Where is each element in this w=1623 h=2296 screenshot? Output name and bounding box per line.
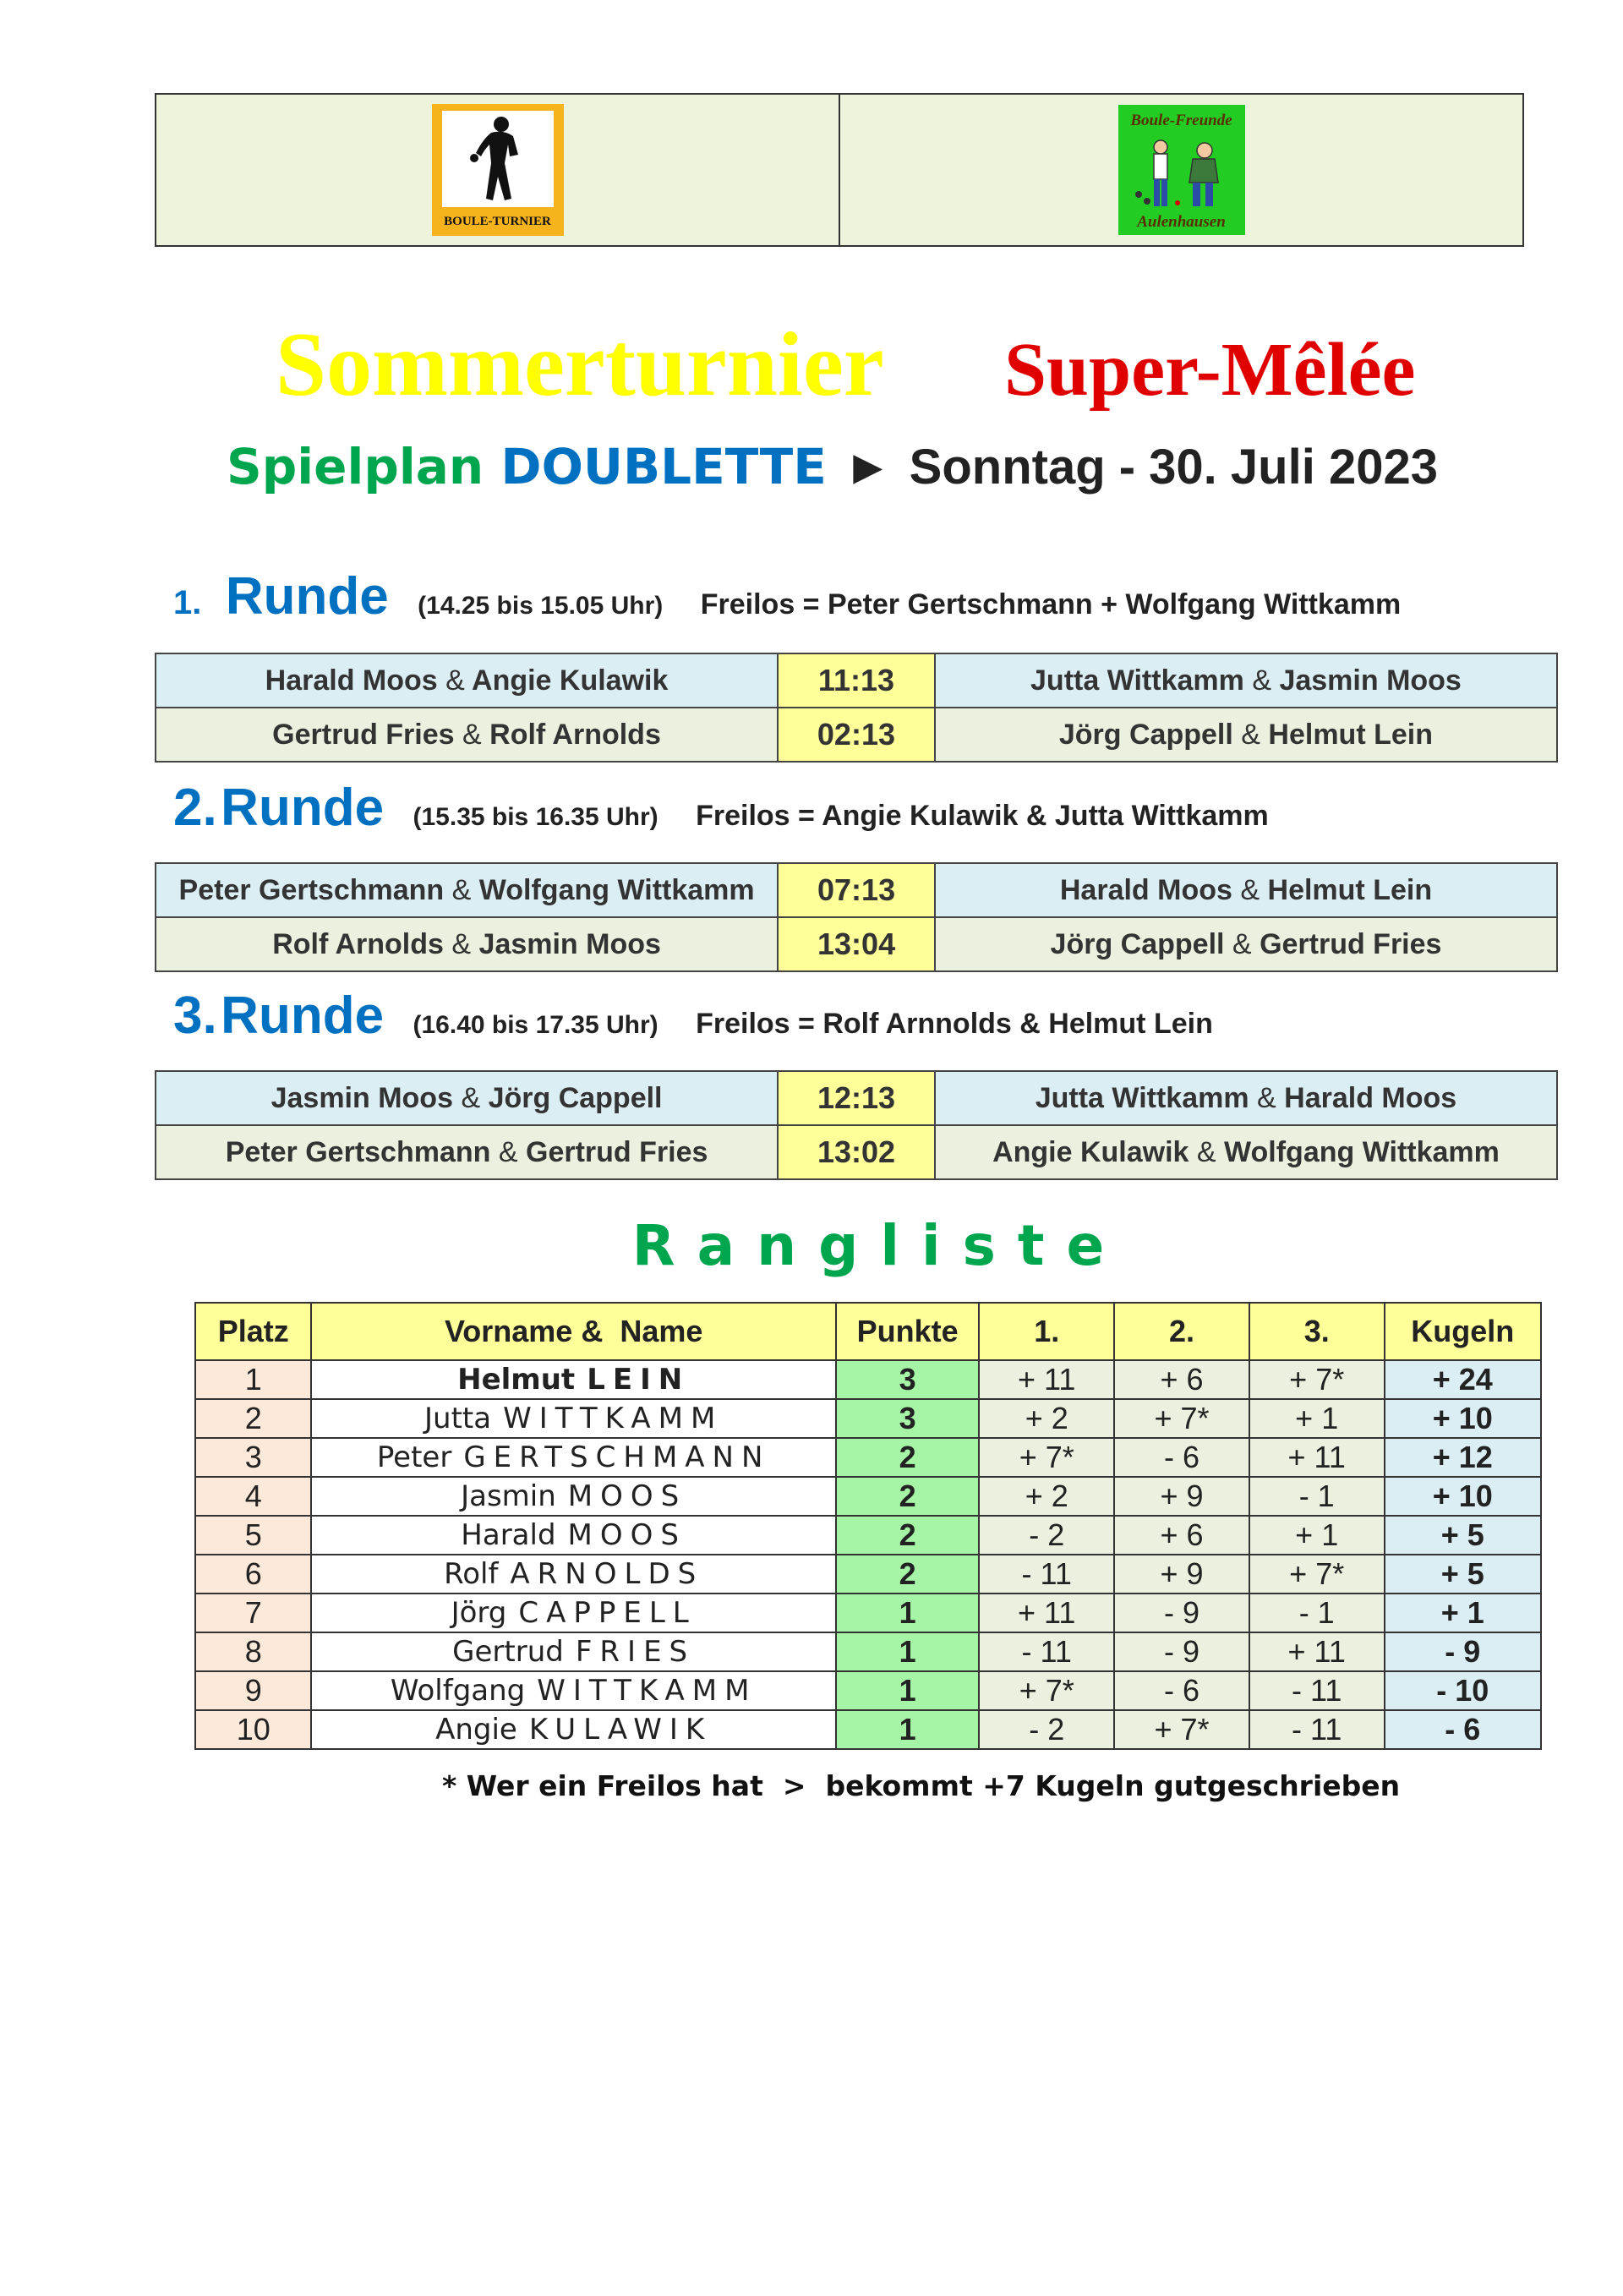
ranking-row <box>195 1555 1541 1594</box>
header-round-1: 1. <box>979 1303 1114 1360</box>
header-name: Vorname & Name <box>311 1303 835 1360</box>
round-2-cell: + 7* <box>1114 1399 1249 1438</box>
platz-cell: 7 <box>195 1594 311 1632</box>
kugeln-cell: - 9 <box>1385 1632 1541 1671</box>
logo-caption: BOULE-TURNIER <box>444 215 551 228</box>
punkte-cell: 2 <box>836 1555 980 1594</box>
platz-cell: 8 <box>195 1632 311 1671</box>
punkte-cell: 1 <box>836 1671 980 1710</box>
round-3-cell: - 11 <box>1249 1671 1385 1710</box>
logo-header <box>155 93 1524 247</box>
subtitle-spielplan: Spielplan <box>227 438 484 495</box>
round-1-cell: - 2 <box>979 1516 1114 1555</box>
platz-cell: 2 <box>195 1399 311 1438</box>
round-time: (16.40 bis 17.35 Uhr) <box>413 1011 658 1039</box>
punkte-cell: 1 <box>836 1710 980 1749</box>
round-3-matches <box>155 1070 1558 1180</box>
round-2-cell: + 7* <box>1114 1710 1249 1749</box>
round-2-cell: + 6 <box>1114 1360 1249 1399</box>
round-3-cell: + 1 <box>1249 1516 1385 1555</box>
player-name-cell <box>311 1516 835 1555</box>
team-right: Jutta Wittkamm & Harald Moos <box>935 1071 1557 1125</box>
team-right: Jutta Wittkamm & Jasmin Moos <box>935 653 1557 708</box>
round-2-cell: + 9 <box>1114 1477 1249 1516</box>
title-super-melee: Super-Mêlée <box>1004 328 1416 412</box>
player-name-cell <box>311 1360 835 1399</box>
round-1-cell: + 2 <box>979 1477 1114 1516</box>
round-1-cell: - 2 <box>979 1710 1114 1749</box>
round-1-matches <box>155 653 1558 763</box>
round-2-cell: + 9 <box>1114 1555 1249 1594</box>
platz-cell: 4 <box>195 1477 311 1516</box>
first-name: Harald <box>461 1518 556 1552</box>
logo-cell-right <box>839 94 1523 246</box>
round-2-cell: - 9 <box>1114 1594 1249 1632</box>
round-number: 2. <box>173 779 217 837</box>
boule-turnier-logo <box>432 104 564 236</box>
team-left: Peter Gertschmann & Wolfgang Wittkamm <box>156 863 778 917</box>
round-freilos: Freilos = Rolf Arnnolds & Helmut Lein <box>696 1008 1213 1040</box>
team-left: Gertrud Fries & Rolf Arnolds <box>156 708 778 762</box>
round-3-cell: + 7* <box>1249 1360 1385 1399</box>
first-name: Rolf <box>444 1557 499 1591</box>
round-freilos: Freilos = Peter Gertschmann + Wolfgang Wittkamm <box>700 588 1402 620</box>
kugeln-cell: + 24 <box>1385 1360 1541 1399</box>
round-number: 3. <box>173 987 217 1045</box>
team-left: Harald Moos & Angie Kulawik <box>156 653 778 708</box>
kugeln-cell: + 10 <box>1385 1399 1541 1438</box>
first-name: Gertrud <box>452 1635 564 1669</box>
round-freilos: Freilos = Angie Kulawik & Jutta Wittkamm <box>696 800 1269 832</box>
header-platz: Platz <box>195 1303 311 1360</box>
team-right: Jörg Cappell & Gertrud Fries <box>935 917 1557 971</box>
round-3-cell: + 11 <box>1249 1632 1385 1671</box>
ranking-table <box>194 1302 1542 1750</box>
subtitle-date: Sonntag - 30. Juli 2023 <box>909 440 1438 495</box>
ranking-row <box>195 1360 1541 1399</box>
round-3-cell: + 7* <box>1249 1555 1385 1594</box>
logo-cell-left <box>156 94 839 246</box>
round-2-cell: - 6 <box>1114 1671 1249 1710</box>
round-word: Runde <box>225 567 389 626</box>
ranking-row <box>195 1710 1541 1749</box>
punkte-cell: 2 <box>836 1477 980 1516</box>
kugeln-cell: + 10 <box>1385 1477 1541 1516</box>
ranking-row <box>195 1399 1541 1438</box>
last-name: MOOS <box>567 1479 687 1513</box>
player-name-cell <box>311 1710 835 1749</box>
kugeln-cell: + 1 <box>1385 1594 1541 1632</box>
round-3-cell: - 1 <box>1249 1477 1385 1516</box>
platz-cell: 10 <box>195 1710 311 1749</box>
ranking-row <box>195 1632 1541 1671</box>
footnote: * Wer ein Freilos hat > bekommt +7 Kugeln gutgeschrieben <box>442 1769 1401 1802</box>
round-3-cell: + 11 <box>1249 1438 1385 1477</box>
first-name: Wolfgang <box>390 1674 526 1708</box>
round-2-heading <box>173 778 1269 838</box>
match-score: 13:02 <box>778 1125 935 1179</box>
ranking-row <box>195 1594 1541 1632</box>
kugeln-cell: - 10 <box>1385 1671 1541 1710</box>
round-number: 1. <box>173 584 202 621</box>
first-name: Jasmin <box>461 1479 556 1513</box>
ranking-row <box>195 1671 1541 1710</box>
boule-freunde-logo <box>1118 105 1245 235</box>
player-name-cell <box>311 1632 835 1671</box>
round-1-heading <box>173 566 1401 626</box>
team-right: Jörg Cappell & Helmut Lein <box>935 708 1557 762</box>
player-name-cell <box>311 1477 835 1516</box>
last-name: WITTKAMM <box>503 1402 724 1435</box>
first-name: Jutta <box>424 1402 492 1435</box>
kugeln-cell: + 5 <box>1385 1516 1541 1555</box>
round-1-cell: + 7* <box>979 1671 1114 1710</box>
round-1-cell: - 11 <box>979 1632 1114 1671</box>
punkte-cell: 2 <box>836 1516 980 1555</box>
round-1-cell: + 2 <box>979 1399 1114 1438</box>
ranking-header-row <box>195 1303 1541 1360</box>
round-time: (14.25 bis 15.05 Uhr) <box>418 592 664 620</box>
round-1-cell: + 7* <box>979 1438 1114 1477</box>
boule-player-icon <box>442 111 554 207</box>
punkte-cell: 3 <box>836 1360 980 1399</box>
round-word: Runde <box>221 987 385 1045</box>
match-score: 13:04 <box>778 917 935 971</box>
match-row <box>156 1125 1557 1179</box>
round-2-cell: - 6 <box>1114 1438 1249 1477</box>
last-name: LEIN <box>587 1363 691 1397</box>
round-2-matches <box>155 862 1558 972</box>
round-3-cell: + 1 <box>1249 1399 1385 1438</box>
last-name: WITTKAMM <box>537 1674 757 1708</box>
player-name-cell <box>311 1671 835 1710</box>
player-name-cell <box>311 1594 835 1632</box>
last-name: CAPPELL <box>518 1596 697 1630</box>
first-name: Helmut <box>457 1363 576 1397</box>
punkte-cell: 1 <box>836 1632 980 1671</box>
player-name-cell <box>311 1438 835 1477</box>
first-name: Angie <box>435 1713 517 1747</box>
kugeln-cell: + 5 <box>1385 1555 1541 1594</box>
header-punkte: Punkte <box>836 1303 980 1360</box>
match-row <box>156 708 1557 762</box>
platz-cell: 6 <box>195 1555 311 1594</box>
match-score: 07:13 <box>778 863 935 917</box>
subtitle-arrow-icon: ► <box>844 440 893 495</box>
team-left: Peter Gertschmann & Gertrud Fries <box>156 1125 778 1179</box>
round-3-cell: - 11 <box>1249 1710 1385 1749</box>
first-name: Peter <box>376 1440 452 1474</box>
punkte-cell: 1 <box>836 1594 980 1632</box>
team-right: Angie Kulawik & Wolfgang Wittkamm <box>935 1125 1557 1179</box>
round-1-cell: + 11 <box>979 1360 1114 1399</box>
last-name: KULAWIK <box>528 1713 713 1747</box>
ranking-row <box>195 1438 1541 1477</box>
match-score: 12:13 <box>778 1071 935 1125</box>
header-round-3: 3. <box>1249 1303 1385 1360</box>
first-name: Jörg <box>451 1596 507 1630</box>
kugeln-cell: - 6 <box>1385 1710 1541 1749</box>
last-name: GERTSCHMANN <box>463 1440 771 1474</box>
round-word: Runde <box>221 779 385 837</box>
platz-cell: 9 <box>195 1671 311 1710</box>
header-round-2: 2. <box>1114 1303 1249 1360</box>
boule-players-icon <box>1127 135 1237 211</box>
last-name: MOOS <box>567 1518 686 1552</box>
subtitle <box>227 438 1438 495</box>
round-1-cell: - 11 <box>979 1555 1114 1594</box>
round-3-cell: - 1 <box>1249 1594 1385 1632</box>
last-name: ARNOLDS <box>510 1557 704 1591</box>
round-3-heading <box>173 986 1213 1046</box>
header-kugeln: Kugeln <box>1385 1303 1541 1360</box>
subtitle-mode: DOUBLETTE <box>500 438 827 495</box>
team-left: Jasmin Moos & Jörg Cappell <box>156 1071 778 1125</box>
logo-club-town: Aulenhausen <box>1137 213 1226 231</box>
platz-cell: 5 <box>195 1516 311 1555</box>
round-1-cell: + 11 <box>979 1594 1114 1632</box>
team-right: Harald Moos & Helmut Lein <box>935 863 1557 917</box>
kugeln-cell: + 12 <box>1385 1438 1541 1477</box>
match-row <box>156 863 1557 917</box>
match-row <box>156 917 1557 971</box>
match-score: 11:13 <box>778 653 935 708</box>
ranking-row <box>195 1516 1541 1555</box>
round-2-cell: - 9 <box>1114 1632 1249 1671</box>
title-sommerturnier: Sommerturnier <box>276 314 884 415</box>
platz-cell: 3 <box>195 1438 311 1477</box>
punkte-cell: 3 <box>836 1399 980 1438</box>
punkte-cell: 2 <box>836 1438 980 1477</box>
last-name: FRIES <box>575 1635 696 1669</box>
match-score: 02:13 <box>778 708 935 762</box>
team-left: Rolf Arnolds & Jasmin Moos <box>156 917 778 971</box>
match-row <box>156 653 1557 708</box>
round-time: (15.35 bis 16.35 Uhr) <box>413 803 658 831</box>
match-row <box>156 1071 1557 1125</box>
platz-cell: 1 <box>195 1360 311 1399</box>
round-2-cell: + 6 <box>1114 1516 1249 1555</box>
ranking-row <box>195 1477 1541 1516</box>
player-name-cell <box>311 1399 835 1438</box>
logo-club-name: Boule-Freunde <box>1130 112 1232 129</box>
ranking-title: Rangliste <box>631 1213 1127 1278</box>
player-name-cell <box>311 1555 835 1594</box>
